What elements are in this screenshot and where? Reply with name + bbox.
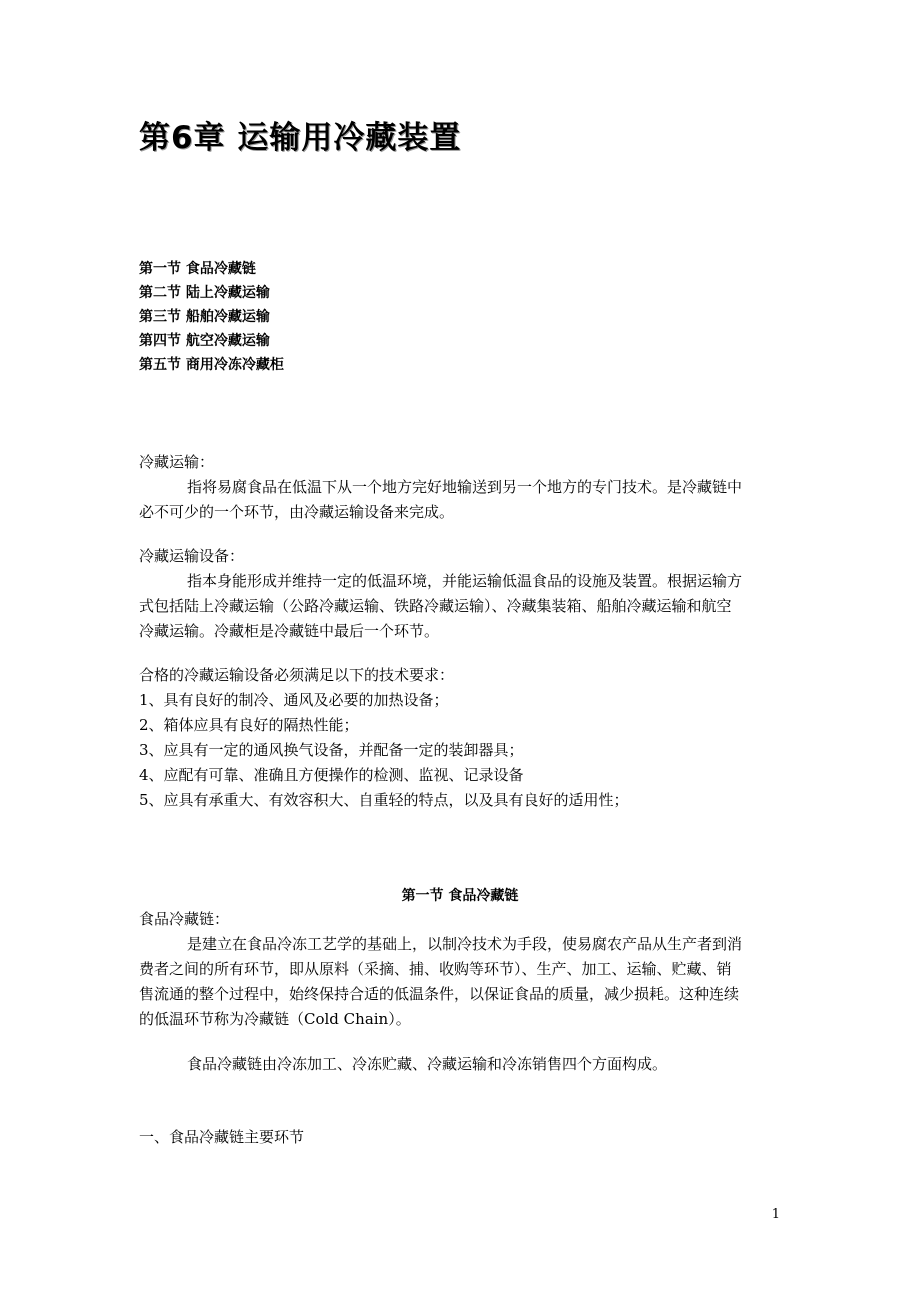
requirement-item: 2、箱体应具有良好的隔热性能； [139,716,359,734]
toc-item: 第二节 陆上冷藏运输 [139,285,270,301]
subsection-heading: 一、食品冷藏链主要环节 [139,1128,305,1146]
cold-chain-composition [139,1052,784,1077]
chapter-title: 第6章 运输用冷藏装置 [139,120,462,156]
paragraph-line: 是建立在食品冷冻工艺学的基础上，以制冷技术为手段，使易腐农产品从生产者到消 [187,935,743,953]
technical-requirements [139,663,784,813]
paragraph-line: 式包括陆上冷藏运输（公路冷藏运输、铁路冷藏运输）、冷藏集装箱、船舶冷藏运输和航空 [139,597,732,615]
paragraph-line: 食品冷藏链由冷冻加工、冷冻贮藏、冷藏运输和冷冻销售四个方面构成。 [187,1055,668,1073]
requirement-item: 5、应具有承重大、有效容积大、自重轻的特点，以及具有良好的适用性； [139,791,629,809]
paragraph-line: 指本身能形成并维持一定的低温环境，并能运输低温食品的设施及装置。根据运输方 [187,572,743,590]
toc-item: 第四节 航空冷藏运输 [139,333,270,349]
requirement-item: 1、具有良好的制冷、通风及必要的加热设备； [139,691,449,709]
requirement-item: 3、应具有一定的通风换气设备，并配备一定的装卸器具； [139,741,524,759]
subsection-heading-block [139,1125,784,1150]
definition-cold-transport [139,450,784,525]
paragraph-line: 的低温环节称为冷藏链（Cold Chain）。 [139,1010,411,1028]
definition-term: 冷藏运输： [139,453,215,471]
requirements-intro: 合格的冷藏运输设备必须满足以下的技术要求： [139,666,455,684]
table-of-contents [139,257,284,377]
definition-term: 食品冷藏链： [139,910,230,928]
toc-item: 第一节 食品冷藏链 [139,261,256,277]
definition-cold-transport-equipment [139,544,784,644]
page-number: 1 [771,1207,780,1222]
requirement-item: 4、应配有可靠、准确且方便操作的检测、监视、记录设备 [139,766,524,784]
toc-item: 第三节 船舶冷藏运输 [139,309,270,325]
paragraph-line: 冷藏运输。冷藏柜是冷藏链中最后一个环节。 [139,622,440,640]
definition-term: 冷藏运输设备： [139,547,245,565]
section-heading: 第一节 食品冷藏链 [401,888,519,904]
paragraph-line: 售流通的整个过程中，始终保持合适的低温条件，以保证食品的质量，减少损耗。这种连续 [139,985,740,1003]
paragraph-line: 费者之间的所有环节，即从原料（采摘、捕、收购等环节）、生产、加工、运输、贮藏、销 [139,960,732,978]
paragraph-line: 指将易腐食品在低温下从一个地方完好地输送到另一个地方的专门技术。是冷藏链中 [187,478,743,496]
toc-item: 第五节 商用冷冻冷藏柜 [139,357,284,373]
definition-food-cold-chain [139,907,784,1032]
paragraph-line: 必不可少的一个环节，由冷藏运输设备来完成。 [139,503,455,521]
